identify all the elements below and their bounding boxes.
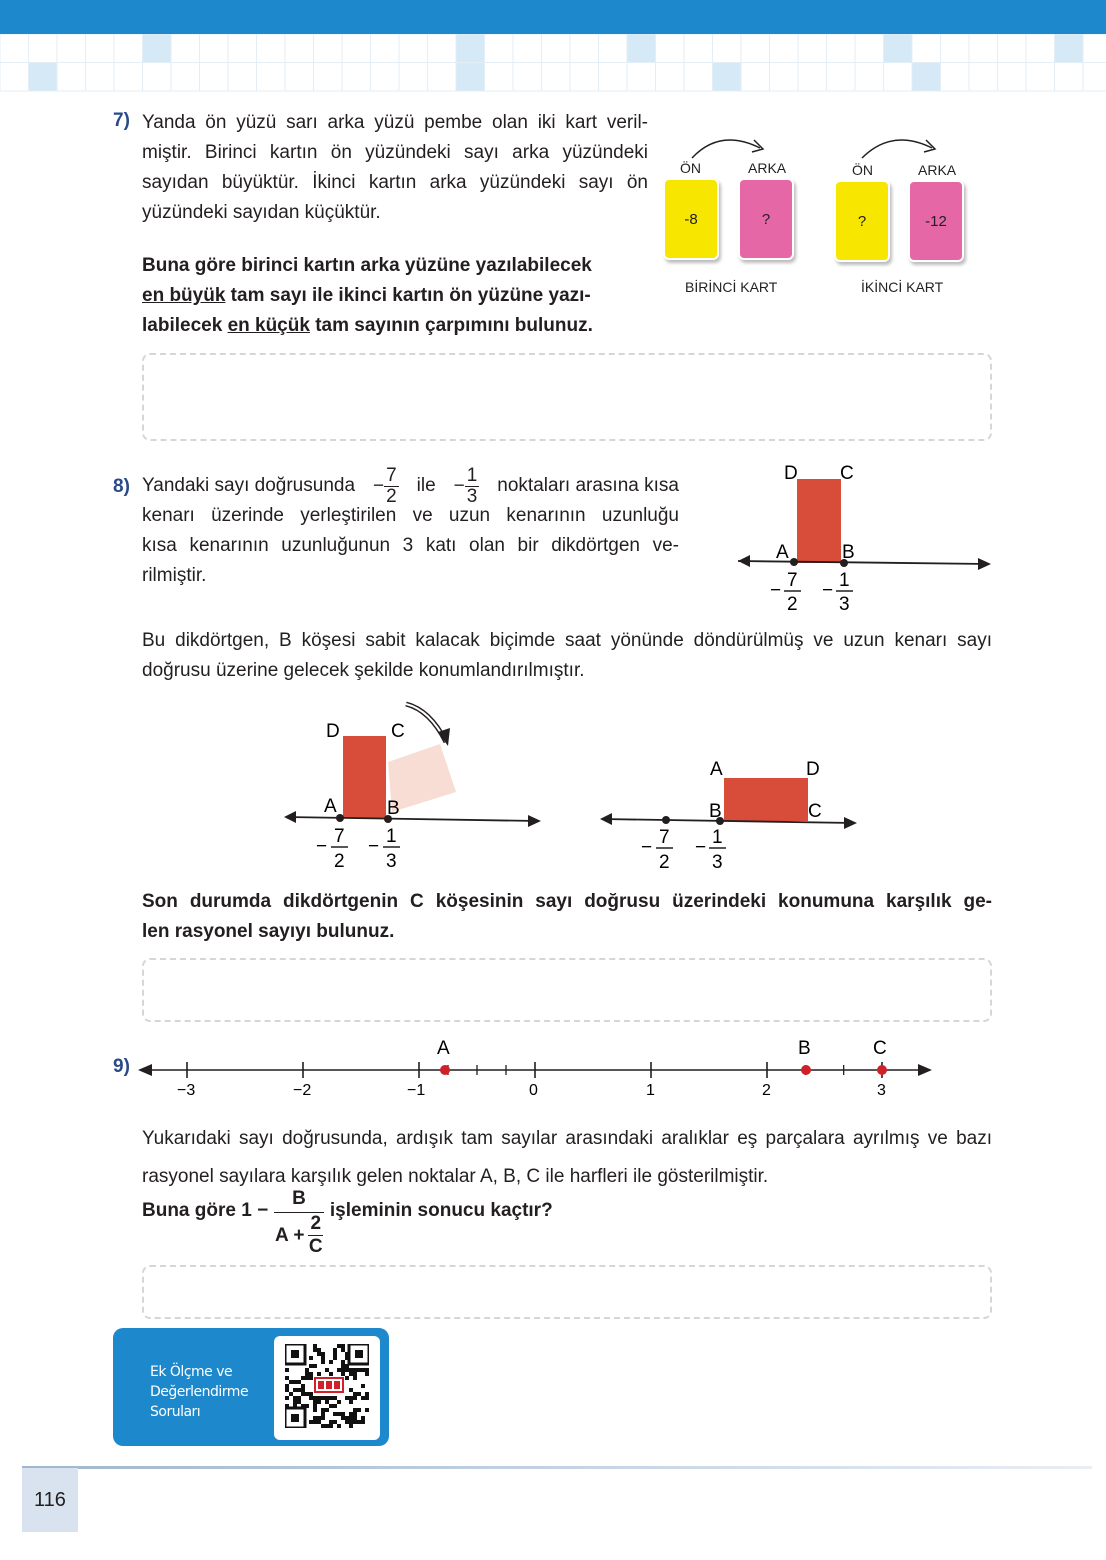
label-C: C <box>840 463 854 484</box>
svg-text:C: C <box>391 721 405 742</box>
q9-expression <box>274 1186 324 1258</box>
card-1-front-label: ÖN <box>680 160 701 176</box>
qr-code-icon[interactable] <box>285 1344 369 1428</box>
question-8-rotation-text <box>142 626 992 686</box>
q8-ask-line-1: Son durumda dikdörtgenin C köşesinin sayı doğrusu üzerindeki konumuna karşılık ge- <box>142 891 992 912</box>
card-2-front <box>834 180 890 262</box>
svg-text:1: 1 <box>712 827 723 848</box>
header-grid-pattern <box>0 34 1106 92</box>
question-8-number: 8) <box>113 476 130 497</box>
svg-text:2: 2 <box>787 594 798 615</box>
tick-label-2: 2 <box>762 1082 771 1099</box>
svg-text:7: 7 <box>659 827 670 848</box>
q9-number-line <box>136 1032 936 1104</box>
point-B-label: B <box>798 1038 811 1059</box>
question-8-intro <box>142 464 679 591</box>
point-C <box>877 1065 887 1075</box>
q8-p2-line-2: doğrusu üzerine gelecek şekilde konumlandırılmıştır. <box>142 660 585 681</box>
point-A <box>440 1065 450 1075</box>
q7-ask-em-2: en küçük <box>227 315 310 336</box>
svg-text:7: 7 <box>334 826 345 847</box>
svg-text:3: 3 <box>712 852 723 873</box>
answer-box-q9[interactable] <box>142 1265 992 1319</box>
label-A: A <box>776 542 789 563</box>
point-B <box>801 1065 811 1075</box>
page-number: 116 <box>22 1468 78 1532</box>
svg-text:3: 3 <box>386 851 397 872</box>
q7-ask-line-3c: tam sayının çarpımını bulunuz. <box>309 315 593 336</box>
q7-ask-line-3a: labilecek <box>142 315 228 336</box>
svg-text:−: − <box>368 836 380 857</box>
question-7-intro <box>142 108 648 228</box>
card-2-back-label: ARKA <box>918 162 957 178</box>
svg-text:A: A <box>324 796 337 817</box>
card-1-front <box>663 178 719 260</box>
q9-ask-b: işleminin sonucu kaçtır? <box>329 1200 553 1221</box>
card-2-front-value: ? <box>857 212 867 230</box>
q8-figure-initial <box>730 455 1000 620</box>
q8-frac-1: − $\frac{7}{2}$ <box>373 464 397 507</box>
svg-text:−: − <box>641 837 653 858</box>
rectangle-initial <box>797 479 841 563</box>
q9-expr-inner-num: 2 <box>310 1213 322 1234</box>
svg-text:1: 1 <box>386 826 397 847</box>
question-9-number: 9) <box>113 1056 130 1077</box>
qr-text-line-3: Soruları <box>150 1404 201 1420</box>
tick-label-3: 3 <box>877 1082 886 1099</box>
svg-text:3: 3 <box>839 594 850 615</box>
label-B: B <box>842 542 855 563</box>
qr-text-line-1: Ek Ölçme ve <box>150 1364 233 1380</box>
answer-box-q7[interactable] <box>142 353 992 441</box>
tick-label-0: 0 <box>529 1082 538 1099</box>
svg-text:−: − <box>695 837 707 858</box>
q7-intro-line-2: miştir. Birinci kartın ön yüzündeki sayı arka yüzündeki <box>142 142 648 163</box>
svg-text:B: B <box>709 801 722 822</box>
card-1-back-label: ARKA <box>748 160 787 176</box>
rectangle-final <box>724 778 808 821</box>
q9-line-2: rasyonel sayılara karşılık gelen noktalar A, B, C ile harfleri ile gösterilmiştir. <box>142 1166 769 1187</box>
svg-text:2: 2 <box>659 852 670 873</box>
q8-figure-final <box>596 750 866 880</box>
card-2-back <box>908 180 964 262</box>
question-8-ask <box>142 887 992 947</box>
answer-box-q8[interactable] <box>142 958 992 1022</box>
card-1-caption: BİRİNCİ KART <box>685 279 778 295</box>
label-D: D <box>784 463 798 484</box>
q9-line-1: Yukarıdaki sayı doğrusunda, ardışık tam sayılar arasındaki aralıklar eş parçalara ayrılmış ve bazı <box>142 1128 992 1149</box>
question-9-ask <box>142 1186 553 1266</box>
question-7-ask <box>142 251 636 341</box>
q7-intro-line-4: yüzündeki sayıdan küçüktür. <box>142 202 381 223</box>
svg-text:C: C <box>808 801 822 822</box>
q8-line-1b: ile <box>416 475 436 496</box>
card-1-front-value: -8 <box>684 210 698 228</box>
tick-label-neg3: −3 <box>177 1082 196 1099</box>
svg-text:−: − <box>316 836 328 857</box>
q7-intro-line-3: sayıdan büyüktür. İkinci kartın arka yüzündeki sayı ön <box>142 172 648 193</box>
tick-label-1: 1 <box>646 1082 655 1099</box>
card-1-back <box>738 178 794 260</box>
svg-text:A: A <box>710 759 723 780</box>
card-2-back-value: -12 <box>925 212 947 230</box>
svg-text:2: 2 <box>334 851 345 872</box>
header-bar <box>0 0 1106 34</box>
q8-line-3: kısa kenarının uzunluğunun 3 katı olan bir dikdörtgen ve- <box>142 535 679 556</box>
rectangle-start <box>343 736 386 818</box>
svg-text:D: D <box>806 759 820 780</box>
tick-label-neg2: −2 <box>293 1082 312 1099</box>
q7-ask-line-2: tam sayı ile ikinci kartın ön yüzüne yazı- <box>225 285 591 306</box>
q8-line-1c: noktaları arasına kısa <box>497 475 679 496</box>
question-9-text <box>142 1120 992 1196</box>
q7-intro-line-1: Yanda ön yüzü sarı arka yüzü pembe olan iki kart veril- <box>142 112 648 133</box>
qr-text-line-2: Değerlendirme <box>150 1384 249 1400</box>
q7-ask-line-1: Buna göre birinci kartın arka yüzüne yazılabilecek <box>142 255 592 276</box>
tick-label-neg1: −1 <box>407 1082 426 1099</box>
qr-panel-text <box>150 1362 248 1422</box>
q9-ask-a: Buna göre 1 − <box>142 1200 269 1221</box>
q8-line-2: kenarı üzerinde yerleştirilen ve uzun kenarının uzunluğu <box>142 505 679 526</box>
q9-expr-inner-den: C <box>308 1236 323 1257</box>
q8-line-4: rilmiştir. <box>142 565 207 586</box>
card-2-caption: İKİNCİ KART <box>861 279 944 295</box>
svg-text:1: 1 <box>839 570 850 591</box>
svg-text:D: D <box>326 721 340 742</box>
card-2-front-label: ÖN <box>852 162 873 178</box>
q8-line-1a: Yandaki sayı doğrusunda <box>142 475 356 496</box>
q8-ask-line-2: len rasyonel sayıyı bulunuz. <box>142 921 395 942</box>
point-A-label: A <box>437 1038 450 1059</box>
q7-ask-em-1: en büyük <box>142 285 226 306</box>
q9-expr-num: B <box>274 1186 324 1213</box>
q8-frac-2: − $\frac{1}{3}$ <box>453 464 478 507</box>
q8-p2-line-1: Bu dikdörtgen, B köşesi sabit kalacak biçimde saat yönünde döndürülmüş ve uzun kenarı sayı <box>142 630 992 651</box>
svg-text:−: − <box>770 580 782 601</box>
footer-divider <box>22 1466 1092 1469</box>
question-7-number: 7) <box>113 110 130 131</box>
card-1-back-value: ? <box>761 210 771 228</box>
svg-text:B: B <box>387 798 400 819</box>
point-C-label: C <box>873 1038 887 1059</box>
q8-figure-rotation <box>280 700 550 880</box>
q9-expr-den-a: A + <box>275 1224 305 1246</box>
svg-text:−: − <box>822 580 834 601</box>
svg-text:7: 7 <box>787 570 798 591</box>
